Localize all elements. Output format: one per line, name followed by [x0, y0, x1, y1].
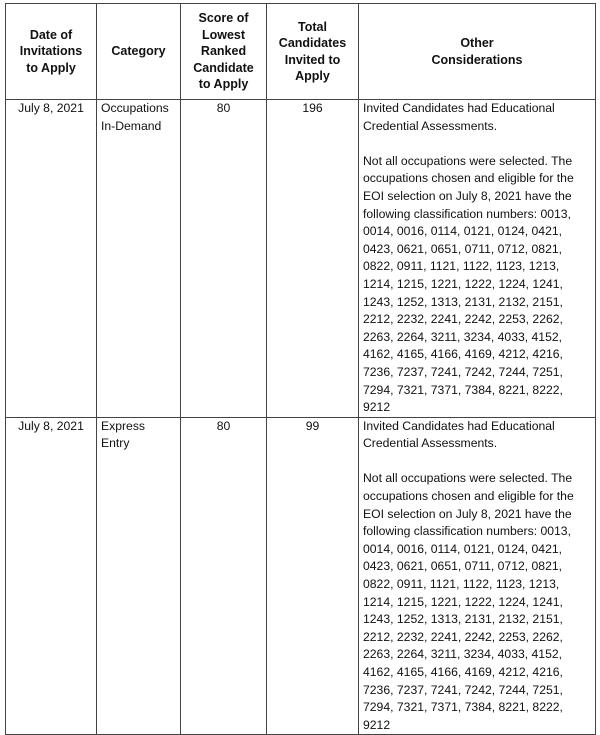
other-paragraph-2: Not all occupations were selected. The occupations chosen and eligible for the EOI selection on July 8, 2021 have the following classification numbers: 0013, 0014, 0016, 0114, 0121, 0124, 0421, 0423, 0621, 0651, 0711, 0712, 0821, 0822, 0911, 1121, 1122, 1123, 1213, 1214, 1215, 1221, 1222, 1224, 1241, 1243, 1252, 1313, 2131, 2132, 2151, 2212, 2232, 2241, 2242, 2253, 2262, 2263, 2264, 3211, 3234, 4033, 4152, 4162, 4165, 4166, 4169, 4212, 4216, 7236, 7237, 7241, 7242, 7244, 7251, 7294, 7321, 7371, 7384, 8221, 8222, 9212	[363, 471, 574, 732]
cell-category	[97, 417, 181, 735]
header-total	[267, 4, 359, 100]
cell-date	[6, 100, 97, 418]
header-total-label: Total Candidates Invited to Apply	[278, 19, 347, 83]
category-value: Express Entry	[101, 418, 146, 451]
cell-other	[359, 100, 596, 418]
header-other	[359, 4, 596, 100]
cell-category	[97, 100, 181, 418]
cell-total	[267, 100, 359, 418]
other-paragraph-1: Invited Candidates had Educational Credential Assessments.	[363, 418, 555, 451]
score-value: 80	[216, 101, 231, 115]
total-value: 99	[305, 418, 320, 433]
header-other-label: Other Considerations	[431, 36, 523, 67]
date-value: July 8, 2021	[18, 418, 84, 433]
header-date	[6, 4, 97, 100]
total-value: 196	[302, 101, 323, 115]
score-value: 80	[216, 418, 231, 433]
header-category-label: Category	[111, 44, 166, 59]
table-body	[6, 100, 596, 735]
date-value: July 8, 2021	[18, 101, 84, 115]
category-value: Occupations In-Demand	[101, 101, 169, 133]
header-score-label: Score of Lowest Ranked Candidate to Apply	[193, 11, 254, 92]
header-score	[181, 4, 267, 100]
header-row	[6, 4, 596, 100]
table-header	[6, 4, 596, 100]
other-paragraph-1: Invited Candidates had Educational Credential Assessments.	[363, 101, 555, 133]
other-paragraph-2: Not all occupations were selected. The occupations chosen and eligible for the EOI selection on July 8, 2021 have the following classification numbers: 0013, 0014, 0016, 0114, 0121, 0124, 0421, 0423, 0621, 0651, 0711, 0712, 0821, 0822, 0911, 1121, 1122, 1123, 1213, 1214, 1215, 1221, 1222, 1224, 1241, 1243, 1252, 1313, 2131, 2132, 2151, 2212, 2232, 2241, 2242, 2253, 2262, 2263, 2264, 3211, 3234, 4033, 4152, 4162, 4165, 4166, 4169, 4212, 4216, 7236, 7237, 7241, 7242, 7244, 7251, 7294, 7321, 7371, 7384, 8221, 8222, 9212	[363, 153, 574, 415]
header-date-label: Date of Invitations to Apply	[19, 27, 83, 75]
cell-date	[6, 417, 97, 735]
cell-score	[181, 100, 267, 418]
table-row	[6, 100, 596, 418]
invitations-table	[5, 3, 596, 735]
cell-other	[359, 417, 596, 735]
cell-score	[181, 417, 267, 735]
header-category	[97, 4, 181, 100]
cell-total	[267, 417, 359, 735]
table-row	[6, 417, 596, 735]
